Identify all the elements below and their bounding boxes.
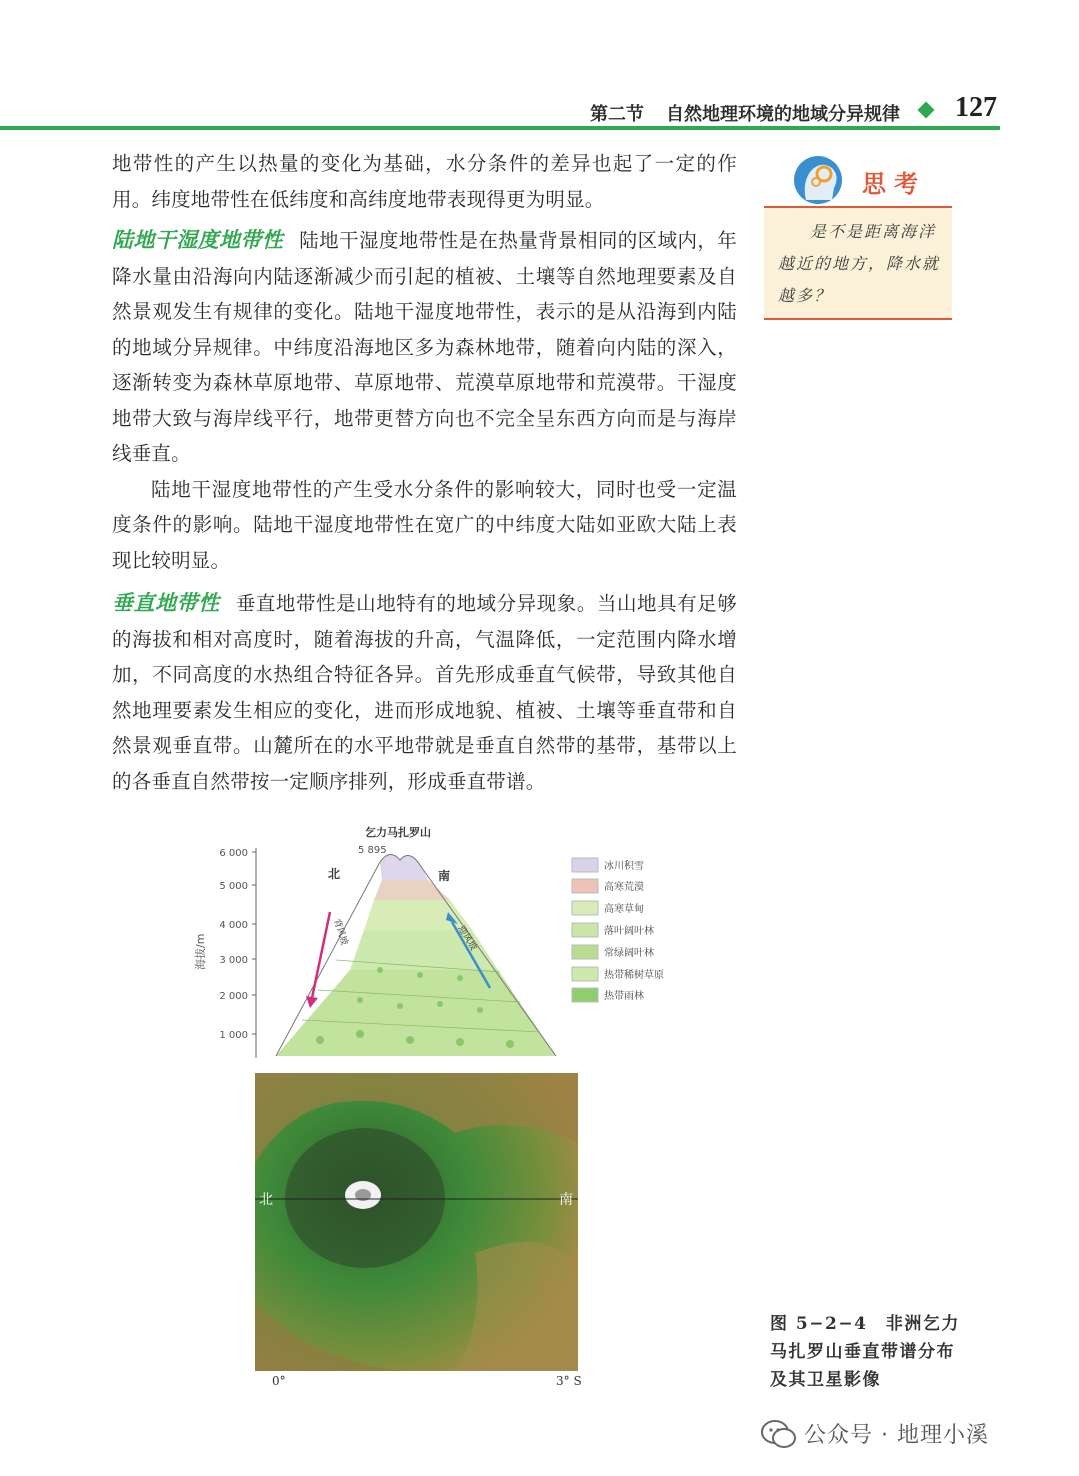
- leeward-label: 背风坡: [331, 917, 350, 947]
- legend-item: 冰川积雪: [604, 861, 644, 872]
- page-header: [0, 92, 1079, 132]
- y-tick-4000: 4 000: [219, 920, 248, 931]
- paragraph-4: [112, 586, 737, 799]
- lon-left: 0°: [272, 1374, 286, 1388]
- watermark-text: 公众号 · 地理小溪: [804, 1423, 989, 1448]
- body-text-top: [112, 146, 737, 799]
- y-tick-5000: 5 000: [219, 881, 248, 892]
- y-tick-3000: 3 000: [219, 955, 248, 966]
- legend: [572, 858, 664, 1002]
- term-dry-wet-zonality: 陆地干湿度地带性: [112, 228, 284, 252]
- paragraph-3: 陆地干湿度地带性的产生受水分条件的影响较大，同时也受一定温度条件的影响。陆地干湿度地带性在宽广的中纬度大陆如亚欧大陆上表现比较明显。: [112, 477, 737, 572]
- think-rule-bottom: [764, 318, 952, 320]
- y-axis-label: 海拔/m: [194, 933, 207, 970]
- think-box: [764, 150, 952, 322]
- diamond-icon: [918, 102, 935, 119]
- mountain-profile-svg: [190, 820, 700, 1060]
- paragraph-2-text: 陆地干湿度地带性是在热量背景相同的区域内，年降水量由沿海向内陆逐渐减少而引起的植被、土壤等自然地理要素及自然景观发生有规律的变化。陆地干湿度地带性，表示的是从沿海到内陆的地域分异规律。中纬度沿海地区多为森林地带，随着向内陆的深入，逐渐转变为森林草原地带、草原地带、荒漠草原地带和荒漠带。干湿度地带大致与海岸线平行，地带更替方向也不完全呈东西方向而是与海岸线垂直。: [112, 229, 737, 465]
- paragraph-1: 地带性的产生以热量的变化为基础，水分条件的差异也起了一定的作用。纬度地带性在低纬度和高纬度地带表现得更为明显。: [112, 152, 737, 211]
- legend-item: 热带雨林: [604, 991, 644, 1002]
- think-body: [764, 208, 952, 318]
- sat-south: 南: [559, 1192, 573, 1208]
- windward-label: 迎风坡: [455, 924, 479, 953]
- header-rule: [0, 126, 1000, 130]
- legend-item: 高寒草甸: [604, 904, 644, 915]
- sat-north: 北: [259, 1192, 273, 1208]
- section-title: 自然地理环境的地域分异规律: [666, 104, 900, 125]
- y-tick-2000: 2 000: [219, 991, 248, 1002]
- vertical-zonation-diagram: [190, 820, 700, 1060]
- thinking-head-icon: [788, 150, 858, 206]
- legend-item: 高寒荒漠: [604, 882, 644, 893]
- page-number: 127: [955, 92, 997, 123]
- wechat-icon: [760, 1418, 798, 1450]
- legend-item: 热带稀树草原: [604, 970, 664, 981]
- section-label: 第二节: [590, 104, 644, 125]
- think-header: [764, 150, 952, 208]
- lon-right: 3° S: [556, 1374, 582, 1388]
- satellite-image: [255, 1073, 578, 1371]
- think-title: 思考: [862, 170, 926, 198]
- watermark: [760, 1416, 1060, 1452]
- diagram-south: 南: [438, 869, 451, 883]
- leeward-arrow-icon: [312, 912, 330, 998]
- legend-item: 常绿阔叶林: [604, 948, 654, 959]
- diagram-north: 北: [328, 867, 341, 881]
- satellite-svg: [255, 1073, 578, 1371]
- think-question: 是不是距离海洋越近的地方，降水就越多？: [778, 222, 941, 305]
- mountain-name: 乞力马扎罗山: [365, 826, 431, 839]
- figure-caption: 图 5−2−4 非洲乞力马扎罗山垂直带谱分布及其卫星影像: [770, 1314, 960, 1390]
- legend-item: 落叶阔叶林: [604, 926, 654, 937]
- y-tick-1000: 1 000: [219, 1030, 248, 1041]
- term-vertical-zonality: 垂直地带性: [112, 591, 220, 615]
- peak-elevation: 5 895: [358, 845, 387, 856]
- paragraph-4-text: 垂直地带性是山地特有的地域分异现象。当山地具有足够的海拔和相对高度时，随着海拔的升高，气温降低，一定范围内降水增加，不同高度的水热组合特征各异。首先形成垂直气候带，导致其他自然地理要素发生相应的变化，进而形成地貌、植被、土壤等垂直带和自然景观垂直带。山麓所在的水平地带就是垂直自然带的基带，基带以上的各垂直自然带按一定顺序排列，形成垂直带谱。: [112, 592, 737, 793]
- y-tick-6000: 6 000: [219, 848, 248, 859]
- paragraph-2: [112, 223, 737, 472]
